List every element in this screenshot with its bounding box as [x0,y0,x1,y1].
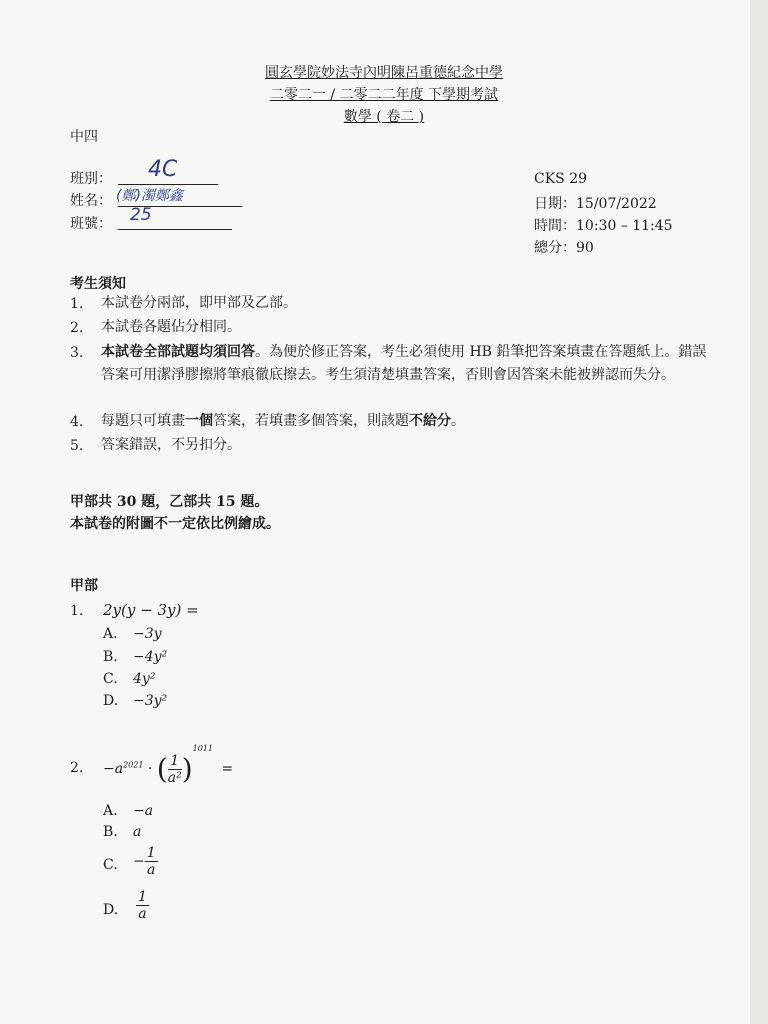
stem-exponent: 2021 [123,760,144,770]
instruction-part: 。 [451,413,465,429]
question-number: 2. [70,760,84,776]
option-letter: C. [103,857,118,873]
fraction-denominator: a [147,862,156,878]
school-name: 圓玄學院妙法寺內明陳呂重德紀念中學 [265,65,503,81]
option-value: −a [133,803,154,819]
option-letter: B. [103,824,118,840]
section-a-title: 甲部 [70,578,98,594]
instruction-number: 1. [70,296,84,312]
fraction-denominator: a² [167,769,182,786]
option-letter: A. [103,803,118,819]
stem-power: 1011 [192,744,213,753]
instruction-number: 4. [70,414,84,430]
option-value [136,889,149,922]
instruction-number: 3. [70,345,84,361]
subject-title: 數學 ( 卷二 ) [343,109,425,125]
instruction-text [101,410,711,433]
stem-equals: = [221,761,234,777]
instruction-part: 答案，若填畫多個答案，則該題 [213,413,409,429]
instructions-title: 考生須知 [70,276,126,292]
instruction-bold: 一個 [185,413,213,429]
question-stem: $-a^{2021}$ · ( $\frac{1}{\text{a²}}$ )$^{1011}$ = [103,744,234,786]
exam-date: 日期：15/07/2022 [534,196,657,212]
stem-fraction [168,753,182,786]
number-value: 25 [130,205,152,225]
instruction-bold: 不給分 [409,413,451,429]
option-value [133,845,158,878]
instruction-number: 5. [70,438,84,454]
option-fraction [136,889,149,922]
number-label: 班號： [70,216,112,232]
diagram-note: 本試卷的附圖不一定依比例繪成。 [70,516,280,532]
total-marks: 總分：90 [534,240,594,256]
paper-edge [750,0,768,1024]
option-fraction [145,845,158,878]
exam-time: 時間：10:30 – 11:45 [534,218,673,234]
instruction-text: 本試卷分兩部，即甲部及乙部。 [101,295,297,311]
instruction-bold: 本試卷全部試題均須回答 [101,344,255,360]
fraction-numerator: 1 [146,845,156,861]
question-number: 1. [70,603,84,619]
option-value: −4y² [133,649,168,665]
option-value: 4y² [133,671,156,687]
option-letter: B. [103,649,118,665]
option-letter: C. [103,671,118,687]
question-stem: 2y(y − 3y) = [103,601,199,619]
option-letter: D. [103,902,119,918]
stem-base: −a [103,761,124,777]
instruction-text: 答案錯誤，不另扣分。 [101,437,241,453]
paper-summary: 甲部共 30 題，乙部共 15 題。 [70,494,269,510]
option-value: a [133,824,142,840]
instruction-number: 2. [70,320,84,336]
instruction-text: 本試卷各題佔分相同。 [101,319,241,335]
option-value: −3y² [133,693,168,709]
instruction-text [101,341,711,387]
class-label: 班別： [70,171,112,187]
option-letter: A. [103,626,118,642]
name-label: 姓名： [70,193,112,209]
teacher-code: CKS 29 [534,171,588,187]
exam-title: 二零二一 / 二零二二年度 下學期考試 [269,87,499,103]
instruction-part: 每題只可填畫 [101,413,185,429]
instruction-rest: 。為便於修正答案，考生必須使用 HB 鉛筆把答案填畫在答題紙上。錯誤答案可用潔淨膠擦將筆痕徹底擦去。考生須清楚填畫答案，否則會因答案未能被辨認而失分。 [101,344,707,383]
option-sign: − [133,853,145,870]
fraction-numerator: 1 [138,889,147,905]
option-value: −3y [133,626,162,642]
class-value: 4C [148,157,178,182]
fraction-numerator: 1 [168,753,182,770]
option-letter: D. [103,693,119,709]
form-level: 中四 [70,129,98,145]
name-value: (鄭)濁鄭鑫 [116,188,183,204]
fraction-denominator: a [138,906,147,922]
